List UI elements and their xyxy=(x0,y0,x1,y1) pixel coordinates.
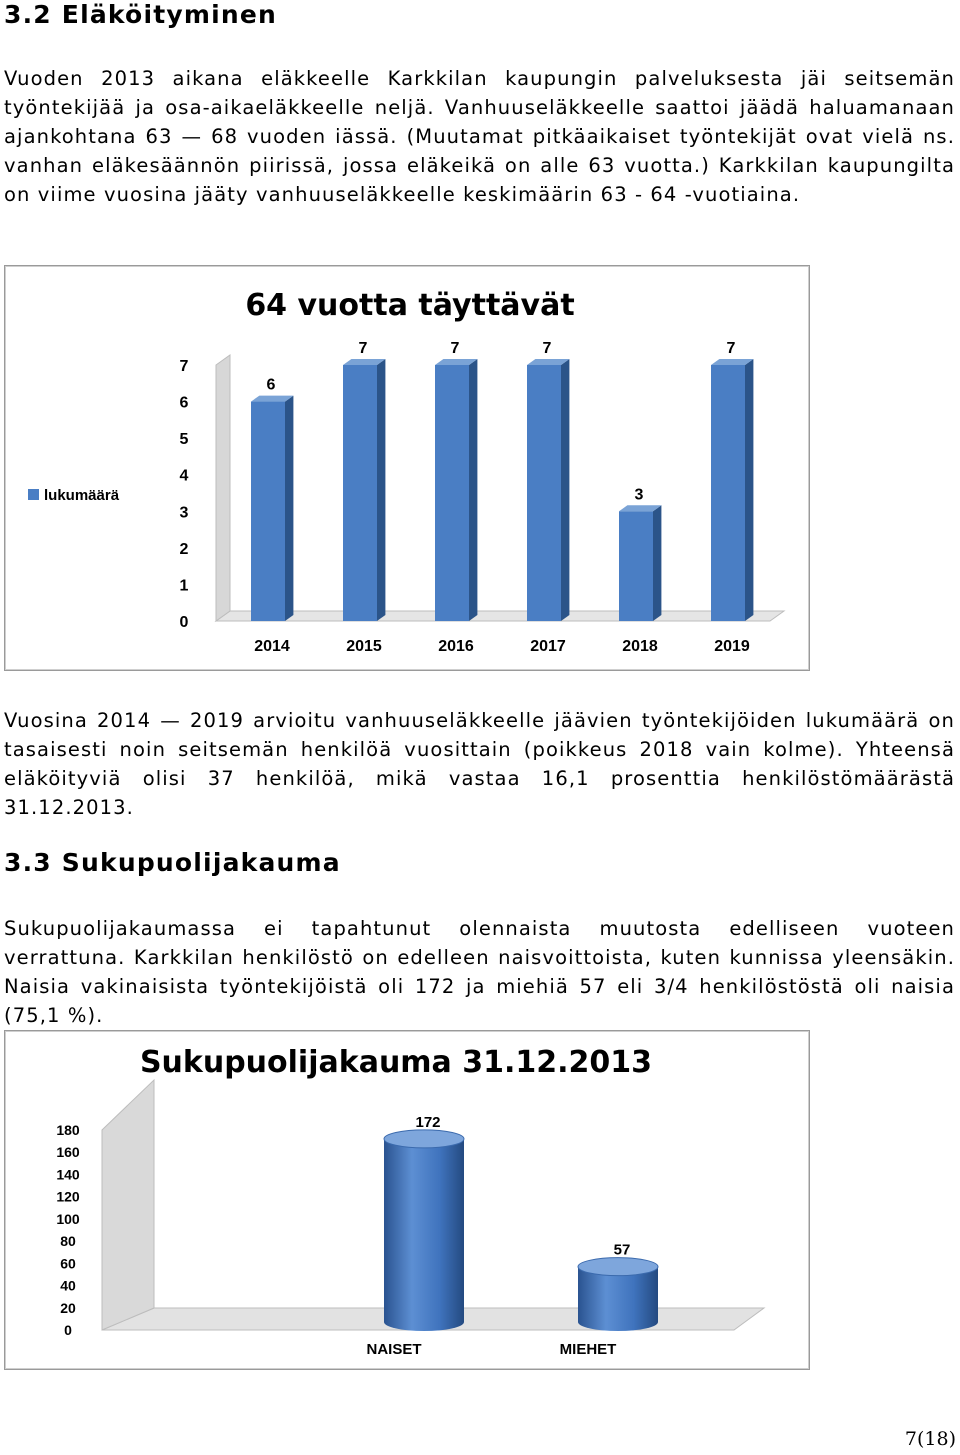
chart1-ytick: 7 xyxy=(179,358,189,375)
chart1-data-label: 7 xyxy=(726,340,736,357)
chart1-xtick: 2015 xyxy=(346,638,382,655)
chart1-bar xyxy=(527,359,569,621)
chart1-bar xyxy=(711,359,753,621)
chart2-xtick: NAISET xyxy=(366,1341,422,1358)
chart1-floor xyxy=(216,611,784,621)
section-heading-sukupuolijakauma: 3.3 Sukupuolijakauma xyxy=(4,848,341,877)
paragraph-retirement-2013: Vuoden 2013 aikana eläkkeelle Karkkilan kaupungin palveluksesta jäi seitsemän työntekijää ja osa-aikaeläkkeelle neljä. Vanhuuseläkkeelle saattoi jäädä haluamanaan ajankohtana 63 — 68 vuoden iässä. (Muutamat pitkäaikaiset työntekijät ovat vielä ns. vanhan eläkesäännön piirissä, jossa eläkeikä on alle 63 vuotta.) Karkkilan kaupungilta on viime vuosina jääty vanhuuseläkkeelle keskimäärin 63 - 64 -vuotiaina. xyxy=(4,67,955,206)
chart1-data-label: 7 xyxy=(450,340,460,357)
chart1-bar xyxy=(251,396,293,621)
paragraph-retirement-forecast: Vuosina 2014 — 2019 arvioitu vanhuuseläkkeelle jäävien työntekijöiden lukumäärä on tasaisesti noin seitsemän henkilöä vuosittain (poikkeus 2018 vain kolme). Yhteensä eläköityviä olisi 37 henkilöä, mikä vastaa 16,1 prosenttia henkilöstömäärästä 31.12.2013. xyxy=(4,709,955,819)
chart1-xtick: 2016 xyxy=(438,638,474,655)
chart2-ytick: 160 xyxy=(56,1144,80,1161)
chart1-legend-swatch xyxy=(28,489,39,500)
chart-sukupuolijakauma xyxy=(4,1030,810,1370)
chart2-ytick: 60 xyxy=(60,1255,76,1272)
chart-64-vuotta xyxy=(4,265,810,671)
chart2-ytick: 0 xyxy=(64,1322,72,1338)
section-heading-elakoityminen: 3.2 Eläköityminen xyxy=(4,0,278,29)
page-number: 7(18) xyxy=(904,1428,956,1450)
chart2-bar xyxy=(384,1130,464,1331)
chart1-ytick: 3 xyxy=(179,504,189,522)
chart1-data-label: 3 xyxy=(634,486,644,504)
chart1-bar xyxy=(435,359,477,621)
chart2-ytick: 80 xyxy=(60,1233,76,1250)
chart-sukupuolijakauma-svg xyxy=(4,1030,810,1370)
chart2-ytick: 40 xyxy=(60,1277,76,1294)
chart1-ytick: 6 xyxy=(179,394,189,412)
chart-64-vuotta-svg xyxy=(4,265,810,671)
chart2-ytick: 140 xyxy=(56,1166,80,1183)
chart1-bar xyxy=(619,505,661,621)
chart1-legend-label: lukumäärä xyxy=(44,487,120,504)
chart1-ytick: 2 xyxy=(179,540,189,558)
chart1-data-label: 6 xyxy=(266,376,276,394)
chart2-ytick: 180 xyxy=(56,1122,80,1138)
chart1-xtick: 2019 xyxy=(714,638,750,655)
chart1-data-label: 7 xyxy=(542,340,552,357)
chart2-ytick: 20 xyxy=(60,1299,76,1316)
chart2-data-label: 57 xyxy=(613,1241,631,1259)
chart1-data-label: 7 xyxy=(358,340,368,357)
chart1-ytick: 0 xyxy=(179,614,189,631)
chart1-xtick: 2014 xyxy=(254,638,290,655)
chart1-ytick: 1 xyxy=(179,577,189,595)
chart2-bar xyxy=(578,1258,658,1331)
chart1-xtick: 2017 xyxy=(530,638,566,655)
chart2-ytick: 120 xyxy=(56,1188,80,1205)
chart2-title: Sukupuolijakauma 31.12.2013 xyxy=(139,1045,653,1080)
chart1-ytick: 5 xyxy=(179,431,189,449)
paragraph-gender-distribution: Sukupuolijakaumassa ei tapahtunut olennaista muutosta edelliseen vuoteen verrattuna. Karkkilan henkilöstö on edelleen naisvoittoista, kuten kunnissa yleensäkin. Naisia vakinaisista työntekijöistä oli 172 ja miehiä 57 eli 3/4 henkilöstöstä oli naisia (75,1 %). xyxy=(4,917,955,1027)
chart1-ytick: 4 xyxy=(179,467,189,485)
chart1-bar xyxy=(343,359,385,621)
chart2-ytick: 100 xyxy=(56,1210,80,1227)
chart1-side-wall xyxy=(216,355,230,621)
chart1-xtick: 2018 xyxy=(622,638,658,655)
chart1-title: 64 vuotta täyttävät xyxy=(245,288,575,323)
chart2-xtick: MIEHET xyxy=(559,1341,617,1358)
chart2-data-label: 172 xyxy=(415,1113,441,1131)
